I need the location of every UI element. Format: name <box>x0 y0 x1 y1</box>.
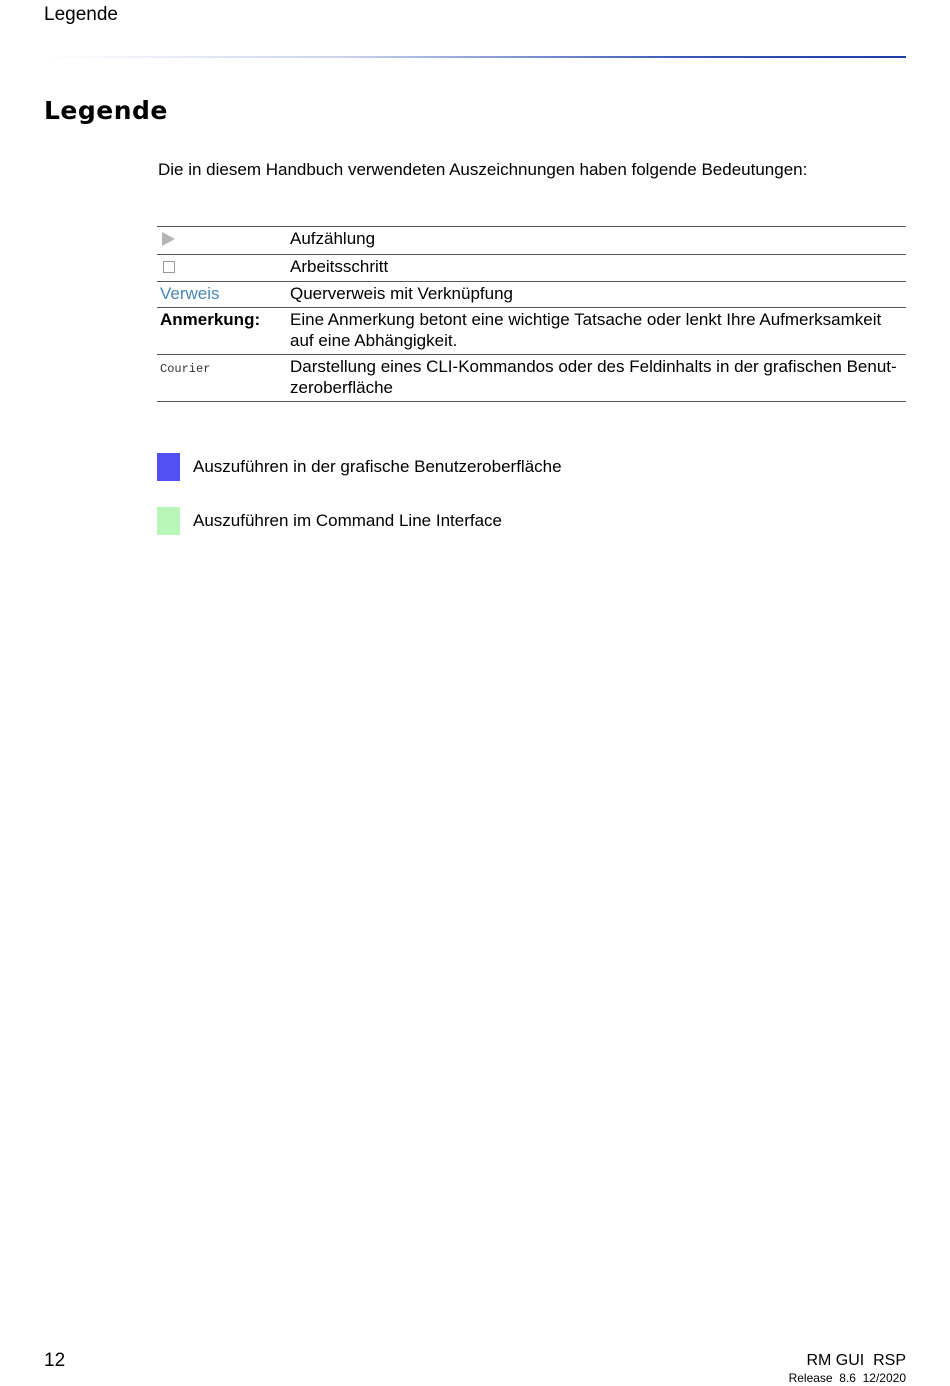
mode-cli-label: Auszuführen im Command Line Interface <box>193 511 502 530</box>
xref-sample-link[interactable]: Verweis <box>160 284 220 303</box>
intro-text: Die in diesem Handbuch verwendeten Auszeichnungen haben folgende Bedeutungen: <box>158 160 808 179</box>
legend-row-courier <box>157 355 906 402</box>
legend-description: Arbeitsschritt <box>290 257 389 276</box>
legend-symbol-cell <box>157 255 287 282</box>
mode-gui <box>157 453 562 481</box>
legend-symbol-cell <box>157 282 287 308</box>
legend-description: Querverweis mit Verknüpfung <box>290 284 513 303</box>
legend-row-note <box>157 308 906 355</box>
note-sample-label: Anmerkung: <box>160 310 261 329</box>
legend-description: Eine Anmerkung betont eine wichtige Tatsache oder lenkt Ihre Aufmerksamkeit auf eine Abhängigkeit. <box>290 310 882 350</box>
cli-color-swatch <box>157 507 180 535</box>
header-rule <box>44 56 906 58</box>
running-header: Legende <box>44 4 118 25</box>
legend-symbol-cell <box>157 308 287 355</box>
footer-product: RM GUI RSP <box>806 1352 906 1369</box>
page-number: 12 <box>44 1350 66 1371</box>
legend-symbol-cell <box>157 355 287 402</box>
legend-row-xref <box>157 282 906 308</box>
triangle-bullet-icon <box>162 232 175 246</box>
legend-symbol-cell <box>157 227 287 255</box>
footer-release: Release 8.6 12/2020 <box>788 1371 906 1385</box>
legend-row-bullet <box>157 227 906 255</box>
legend-row-step <box>157 255 906 282</box>
checkbox-step-icon <box>163 261 175 273</box>
footer-info <box>789 1352 906 1386</box>
page-title: Legende <box>44 96 168 125</box>
mode-gui-label: Auszuführen in der grafische Benutzeroberfläche <box>193 457 562 476</box>
gui-color-swatch <box>157 453 180 481</box>
courier-sample-text: Courier <box>160 362 211 376</box>
legend-table <box>157 226 906 402</box>
legend-description: Darstellung eines CLI-Kommandos oder des Feldinhalts in der grafischen Benutzeroberfläche <box>290 357 897 397</box>
mode-cli <box>157 507 502 535</box>
legend-description: Aufzählung <box>290 229 376 248</box>
